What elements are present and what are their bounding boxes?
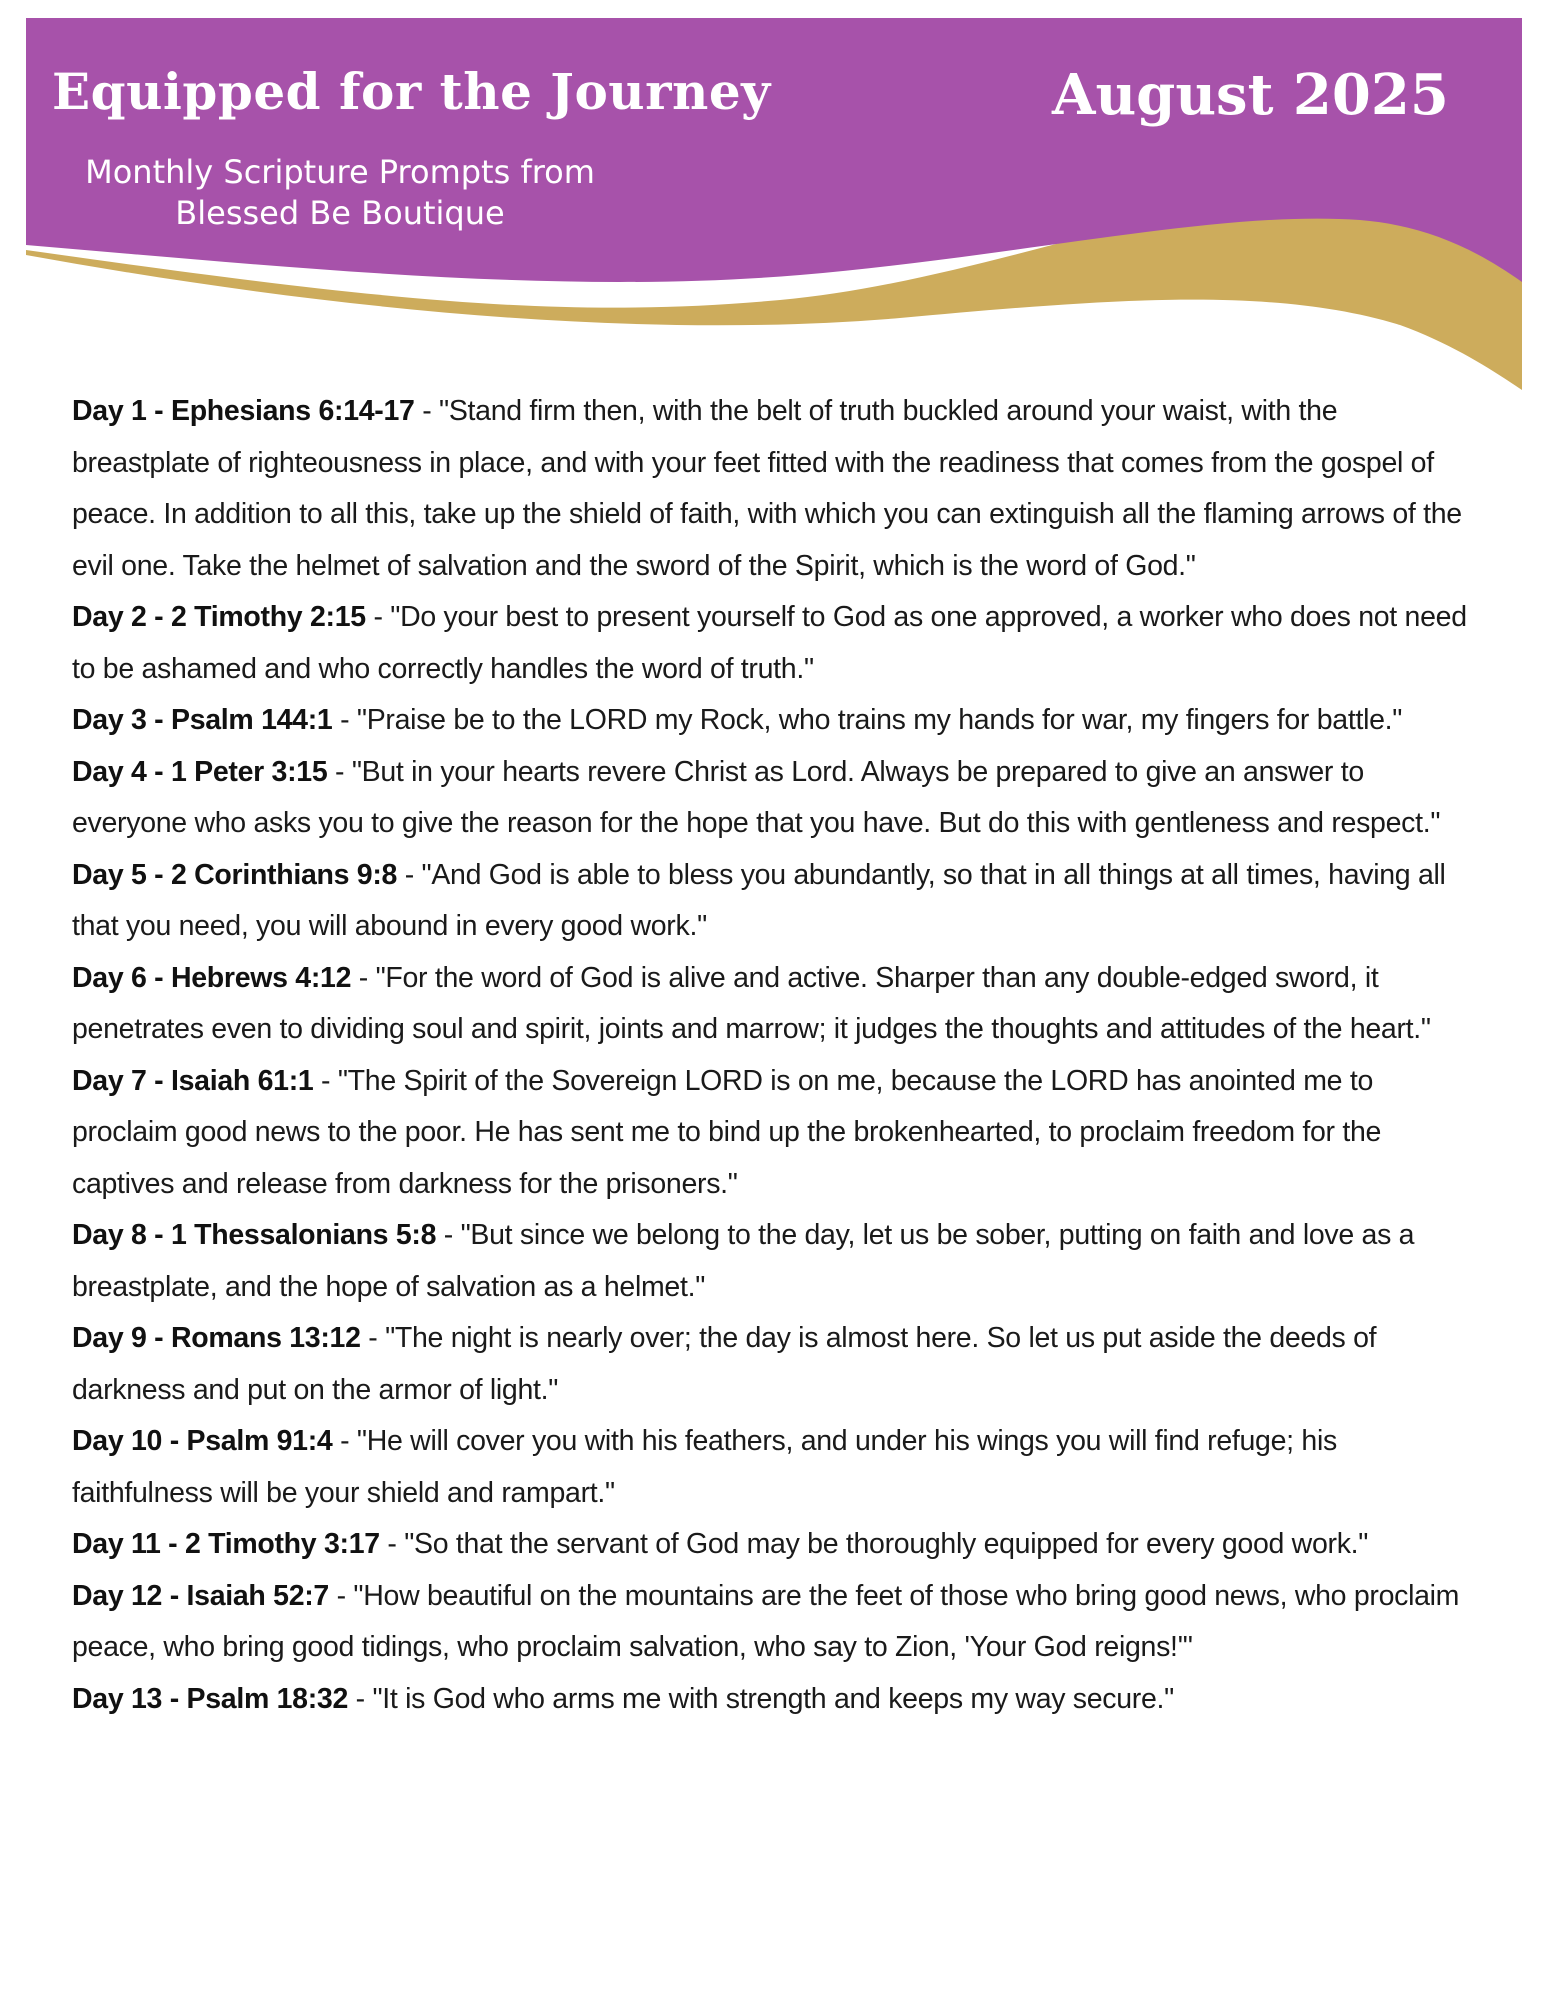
list-item (72, 1056, 1482, 1211)
list-item (72, 1313, 1482, 1416)
header-banner (0, 0, 1545, 400)
scripture-text: - "How beautiful on the mountains are the feet of those who bring good news, who proclaim peace, who bring good tidings, who proclaim salvation, who say to Zion, 'Your God reigns!'" (72, 1579, 1460, 1663)
scripture-text: - "Do your best to present yourself to God as one approved, a worker who does not need to be ashamed and who correctly handles the word of truth." (72, 601, 1467, 685)
scripture-text: - "The night is nearly over; the day is almost here. So let us put aside the deeds of darkness and put on the armor of light." (72, 1322, 1377, 1406)
scripture-reference: Day 5 - 2 Corinthians 9:8 (72, 858, 398, 891)
scripture-list (72, 386, 1482, 1725)
scripture-reference: Day 3 - Psalm 144:1 (72, 704, 333, 736)
list-item (72, 953, 1482, 1056)
scripture-reference: Day 1 - Ephesians 6:14-17 (72, 395, 415, 427)
scripture-reference: Day 13 - Psalm 18:32 (72, 1682, 349, 1715)
scripture-reference: Day 12 - Isaiah 52:7 (72, 1579, 329, 1612)
list-item (72, 1519, 1482, 1571)
month-label: August 2025 (1052, 62, 1449, 128)
list-item (72, 386, 1482, 592)
list-item (72, 1210, 1482, 1313)
scripture-text: - "He will cover you with his feathers, and under his wings you will find refuge; his faithfulness will be your shield and rampart." (72, 1425, 1337, 1509)
list-item (72, 1571, 1482, 1674)
list-item (72, 1416, 1482, 1519)
scripture-reference: Day 7 - Isaiah 61:1 (72, 1064, 314, 1097)
scripture-reference: Day 4 - 1 Peter 3:15 (72, 755, 328, 788)
scripture-reference: Day 11 - 2 Timothy 3:17 (72, 1528, 380, 1560)
list-item (72, 747, 1482, 850)
scripture-reference: Day 10 - Psalm 91:4 (72, 1425, 333, 1457)
scripture-reference: Day 9 - Romans 13:12 (72, 1322, 361, 1354)
scripture-text: - "For the word of God is alive and active. Sharper than any double-edged sword, it penetrates even to dividing soul and spirit, joints and marrow; it judges the thoughts and attitudes of the heart." (72, 961, 1431, 1045)
page-title: Equipped for the Journey (52, 62, 771, 121)
list-item (72, 850, 1482, 953)
scripture-reference: Day 6 - Hebrews 4:12 (72, 961, 352, 994)
scripture-text: - "But since we belong to the day, let us be sober, putting on faith and love as a breastplate, and the hope of salvation as a helmet." (72, 1219, 1415, 1303)
scripture-text: - "And God is able to bless you abundantly, so that in all things at all times, having all that you need, you will abound in every good work." (72, 858, 1446, 942)
subtitle-line: Blessed Be Boutique (175, 194, 505, 232)
subtitle (60, 152, 620, 234)
list-item (72, 1674, 1482, 1726)
scripture-text: - "It is God who arms me with strength and keeps my way secure." (348, 1682, 1174, 1715)
subtitle-line: Monthly Scripture Prompts from (85, 153, 595, 191)
list-item (72, 592, 1482, 695)
scripture-text: - "But in your hearts revere Christ as Lord. Always be prepared to give an answer to everyone who asks you to give the reason for the hope that you have. But do this with gentleness and respect." (72, 755, 1441, 839)
scripture-reference: Day 8 - 1 Thessalonians 5:8 (72, 1219, 437, 1251)
list-item (72, 695, 1482, 747)
scripture-text: - "Praise be to the LORD my Rock, who trains my hands for war, my fingers for battle." (332, 704, 1403, 736)
scripture-text: - "Stand firm then, with the belt of truth buckled around your waist, with the breastplate of righteousness in place, and with your feet fitted with the readiness that comes from the gospel of peace. In addition to all this, take up the shield of faith, with which you can extinguish all the flaming arrows of the evil one. Take the helmet of salvation and the sword of the Spirit, which is the word of God." (72, 395, 1462, 582)
scripture-text: - "So that the servant of God may be thoroughly equipped for every good work." (379, 1528, 1369, 1560)
scripture-reference: Day 2 - 2 Timothy 2:15 (72, 601, 366, 633)
scripture-text: - "The Spirit of the Sovereign LORD is on me, because the LORD has anointed me to proclaim good news to the poor. He has sent me to bind up the brokenhearted, to proclaim freedom for the captives and release from darkness for the prisoners." (72, 1064, 1382, 1200)
